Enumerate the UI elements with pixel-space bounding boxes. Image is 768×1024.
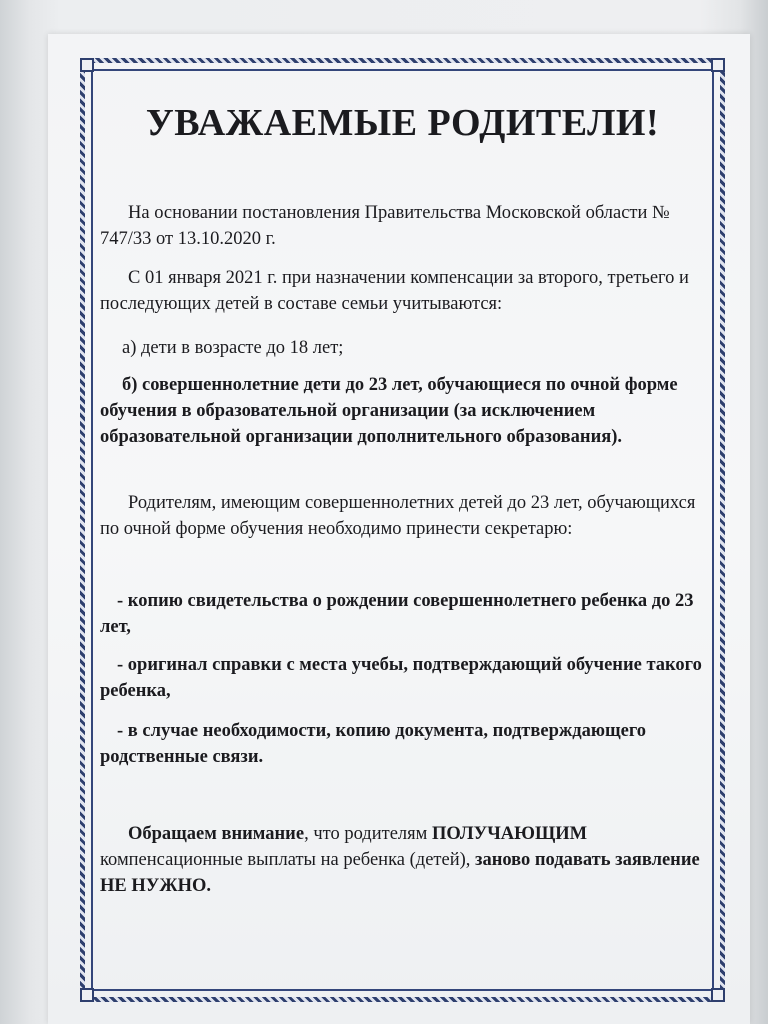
paragraph-required-documents: Родителям, имеющим совершеннолетних детей до 23 лет, обучающихся по очной форме обучения необходимо принести секретарю: — [100, 493, 696, 539]
attention-emphasis-receiving: ПОЛУЧАЮЩИМ — [431, 824, 588, 844]
document-item-birth-certificate: - копию свидетельства о рождении совершеннолетнего ребенка до 23 лет, — [100, 591, 694, 637]
corner-ornament-top-left — [80, 58, 94, 72]
document-item-kinship: - в случае необходимости, копию документа, подтверждающего родственные связи. — [100, 721, 647, 767]
corner-ornament-bottom-right — [711, 988, 725, 1002]
attention-text-1: , что родителям — [304, 824, 432, 844]
attention-text-2: компенсационные выплаты на ребенка (детей), — [100, 850, 476, 870]
list-item-a: а) дети в возрасте до 18 лет; — [122, 338, 344, 358]
corner-ornament-bottom-left — [80, 988, 94, 1002]
notice-title: УВАЖАЕМЫЕ РОДИТЕЛИ! — [145, 102, 660, 144]
attention-lead: Обращаем внимание — [128, 824, 305, 844]
list-item-b: б) совершеннолетние дети до 23 лет, обучающиеся по очной форме обучения в образовательной организации (за исключением образовательной организации дополнительного образования). — [100, 375, 678, 447]
document-item-study-certificate: - оригинал справки с места учебы, подтверждающий обучение такого ребенка, — [100, 655, 702, 701]
attention-conclusion: заново подавать заявление НЕ НУЖНО. — [100, 850, 700, 896]
paragraph-compensation-rule: С 01 января 2021 г. при назначении компенсации за второго, третьего и последующих детей в составе семьи учитываются: — [100, 268, 689, 314]
paragraph-legal-basis: На основании постановления Правительства Московской области № 747/33 от 13.10.2020 г. — [100, 203, 670, 249]
paragraph-attention — [100, 821, 710, 899]
corner-ornament-top-right — [711, 58, 725, 72]
